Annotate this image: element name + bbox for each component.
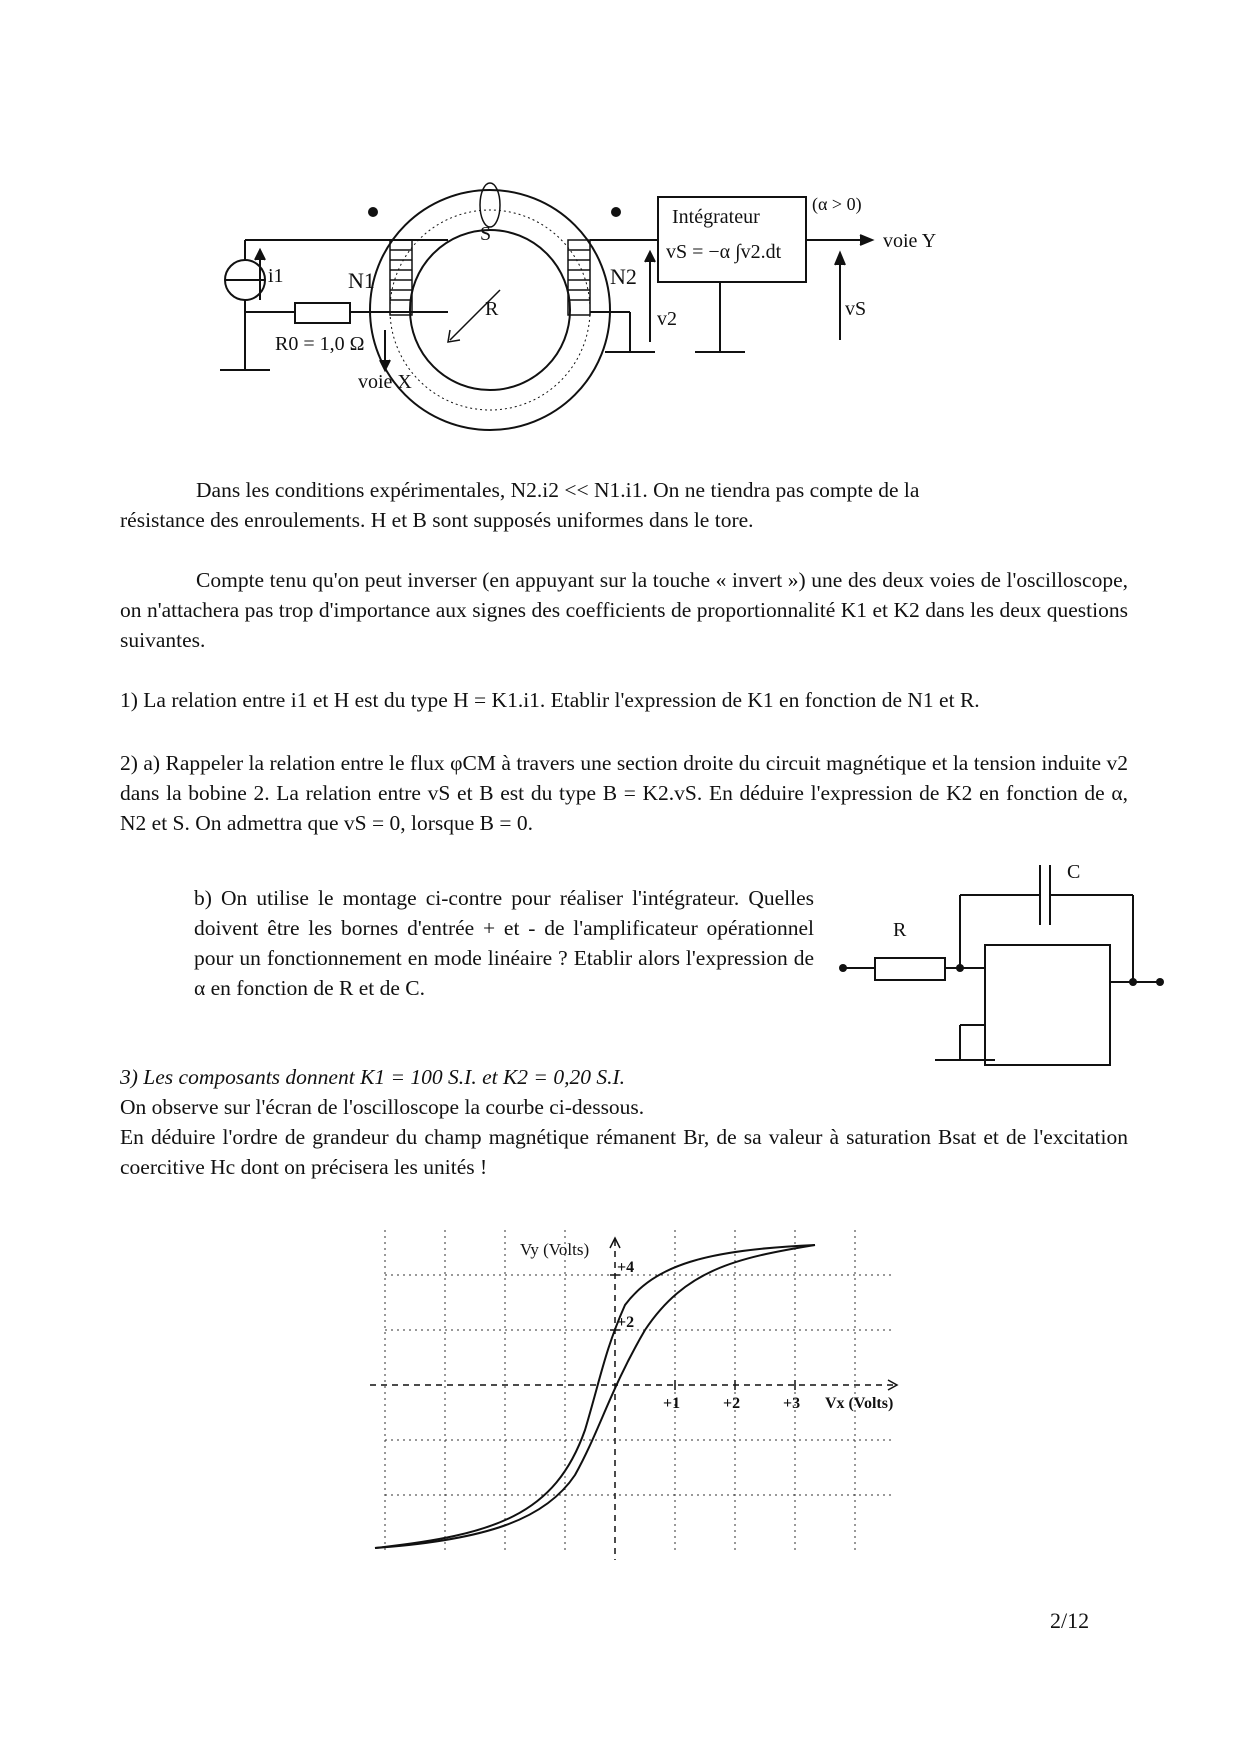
question-3a: 3) Les composants donnent K1 = 100 S.I. et K2 = 0,20 S.I.	[120, 1065, 625, 1089]
question-1: 1) La relation entre i1 et H est du type H = K1.i1. Etablir l'expression de K1 en fonction de N1 et R.	[120, 688, 980, 712]
label-n2: N2	[610, 264, 637, 289]
x-axis-label: Vx (Volts)	[825, 1395, 894, 1412]
integrator-circuit-diagram	[835, 860, 1175, 1080]
question-3c: En déduire l'ordre de grandeur du champ magnétique rémanent Br, de sa valeur à saturation Bsat et de l'excitation coercitive Hc dont on précisera les unités !	[120, 1125, 1128, 1179]
label-i1: i1	[268, 265, 284, 287]
hysteresis-oscillogram	[355, 1230, 915, 1570]
hysteresis-upper-branch	[375, 1245, 815, 1548]
y-axis-label: Vy (Volts)	[520, 1240, 590, 1259]
y-tick-2: +2	[617, 1314, 635, 1331]
alpha-condition: (α > 0)	[812, 194, 862, 214]
label-vs: vS	[845, 298, 867, 320]
x-tick-1: +1	[663, 1395, 681, 1412]
label-r0: R0 = 1,0 Ω	[275, 333, 365, 355]
label-s: S	[480, 223, 492, 245]
transformer-circuit-diagram	[200, 180, 1080, 450]
label-v2: v2	[657, 308, 677, 330]
label-r: R	[485, 298, 499, 320]
x-tick-2: +2	[723, 1395, 741, 1412]
paragraph-conditions-line2: résistance des enroulements. H et B sont supposés uniformes dans le tore.	[120, 508, 754, 532]
paragraph-conditions	[120, 475, 1128, 535]
question-3b: On observe sur l'écran de l'oscilloscope la courbe ci-dessous.	[120, 1095, 645, 1119]
question-2b: b) On utilise le montage ci-contre pour réaliser l'intégrateur. Quelles doivent être les bornes d'entrée + et - de l'amplificateur opérationnel pour un fonctionnement en mode linéaire ? Etablir alors l'expression de α en fonction de R et de C.	[194, 886, 814, 1000]
label-r-integrator: R	[893, 919, 907, 941]
label-voie-x: voie X	[358, 371, 412, 393]
question-2a: 2) a) Rappeler la relation entre le flux φCM à travers une section droite du circuit magnétique et la tension induite v2 dans la bobine 2. La relation entre vS et B est du type B = K2.vS. En déduire l'expression de K2 en fonction de α, N2 et S. On admettra que vS = 0, lorsque B = 0.	[120, 751, 1128, 835]
paragraph-invert: Compte tenu qu'on peut inverser (en appuyant sur la touche « invert ») une des deux voies de l'oscilloscope, on n'attachera pas trop d'importance aux signes des coefficients de proportionnalité K1 et K2 dans les deux questions suivantes.	[120, 568, 1128, 652]
y-tick-4: +4	[617, 1259, 635, 1276]
integrator-formula: vS = −α ∫v2.dt	[666, 241, 782, 263]
paragraph-conditions-line1: Dans les conditions expérimentales, N2.i2 << N1.i1. On ne tiendra pas compte de la	[196, 478, 920, 502]
page-number: 2/12	[1050, 1608, 1090, 1633]
integrator-title: Intégrateur	[672, 206, 760, 228]
label-c: C	[1067, 861, 1081, 883]
label-voie-y: voie Y	[883, 230, 937, 252]
label-n1: N1	[348, 268, 375, 293]
x-tick-3: +3	[783, 1395, 801, 1412]
